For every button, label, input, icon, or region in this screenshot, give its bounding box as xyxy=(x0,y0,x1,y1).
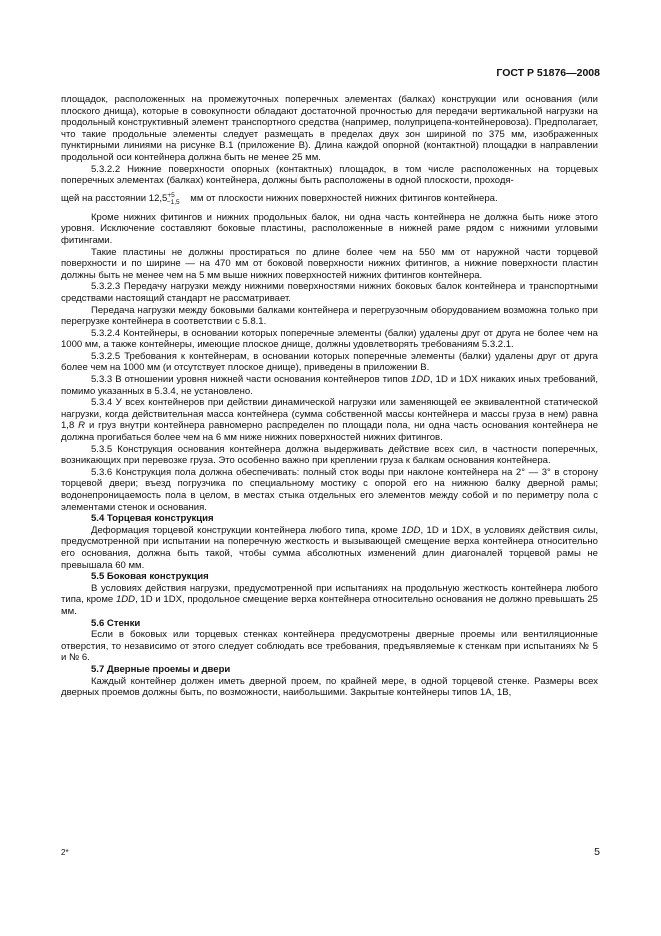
paragraph: 5.3.3 В отношении уровня нижней части основания контейнеров типов 1DD, 1D и 1DX никаких иных требований, помимо указанных в 5.3.4, не установлено. xyxy=(61,374,599,397)
paragraph: 5.3.2.4 Контейнеры, в основании которых поперечные элементы (балки) удалены друг от друга не более чем на 1000 мм, а также контейнеры, имеющие плоское днище, должны удовлетворять требованиям 5.3.2.1. xyxy=(61,327,598,351)
paragraph: Деформация торцевой конструкции контейнера любого типа, кроме 1DD, 1D и 1DX, в условиях действия силы, предусмотренной при испытании на поперечную жесткость и вызывающей смещение верха контейнера относительно его основания, должна быть такой, чтобы сумма абсолютных изменений длин диагоналей торцевой рамы не превышала 60 мм. xyxy=(61,524,599,571)
paragraph: 5.3.4 У всех контейнеров при действии динамической нагрузки или заменяющей ее эквивалентной статической нагрузки, когда действительная масса контейнера (сумма собственной массы контейнера и массы груза в нем) равна 1,8 R и груз внутри контейнера равномерно распределен по площади пола, ни одна часть основания контейнера не должна прогибаться более чем на 6 мм ниже нижних поверхностей нижних фитингов. xyxy=(61,397,599,444)
paragraph: 5.3.2.5 Требования к контейнерам, в основании которых поперечные элементы (балки) удалены друг от друга более чем на 1000 мм (и отсутствует плоское днище), приведены в приложении В. xyxy=(61,350,598,374)
text-fragment: мм от плоскости нижних поверхностей нижних фитингов контейнера. xyxy=(190,192,498,204)
rating-symbol: R xyxy=(78,420,86,432)
section-heading: 5.5 Боковая конструкция xyxy=(91,571,209,583)
sheet-mark: 2* xyxy=(61,848,69,857)
paragraph: Такие пластины не должны простираться по длине более чем на 550 мм от наружной части торцевой поверхности и по ширине — на 470 мм от боковой поверхности нижних фитингов, а нижние поверхности пластин должны быть не менее чем на 5 мм выше нижних поверхностей нижних фитингов контейнера. xyxy=(61,246,598,281)
tolerance-upper: +5 xyxy=(167,191,175,199)
container-type: 1DD xyxy=(115,594,136,606)
paragraph: Передача нагрузки между боковыми балками контейнера и перегрузочным оборудованием возможна только при перегрузке контейнера в соответствии с 5.8.1. xyxy=(61,304,598,328)
tolerance-value: $12,5^{+5}_{-1,5}$ xyxy=(148,191,180,206)
document-body xyxy=(61,94,598,699)
paragraph: 5.3.5 Конструкция основания контейнера должна выдерживать действие всех сил, в частности поперечных, возникающих при перевозке груза. Это особенно важно при креплении груза к балкам основания контейнера. xyxy=(61,443,598,467)
page-number: 5 xyxy=(594,846,600,858)
paragraph: Если в боковых или торцевых стенках контейнера предусмотрены дверные проемы или вентиляционные отверстия, то независимо от этого следует соблюдать все требования, предъявляемые к стенкам при испытаниях № 5 и № 6. xyxy=(61,629,598,664)
container-type: 1DD xyxy=(410,374,430,386)
paragraph: В условиях действия нагрузки, предусмотренной при испытаниях на продольную жесткость контейнера любого типа, кроме 1DD, 1D и 1DX, продольное смещение верха контейнера относительно основания не должно превышать 25 мм. xyxy=(61,582,598,617)
paragraph: Каждый контейнер должен иметь дверной проем, по крайней мере, в одной торцевой стенке. Размеры всех дверных проемов должны быть, по возможности, наибольшими. Закрытые контейнеры типов 1А, 1В, xyxy=(61,675,598,699)
paragraph: Кроме нижних фитингов и нижних продольных балок, ни одна часть контейнера не должна быть ниже этого уровня. Исключение составляют боковые пластины, расположенные в нижней раме рядом с нижними угловыми фитингами. xyxy=(61,211,598,246)
paragraph: площадок, расположенных на промежуточных поперечных элементах (балках) конструкции или основания (или плоского днища), которые в совокупности обладают достаточной прочностью для передачи вертикальной нагрузки на продольный конструктивный элемент транспортного средства (например, полуприцепа-контейнеровоза). Предполагает, что такие продольные элементы следует размещать в пределах двух зон шириной по 375 мм, изображенных пунктирными линиями на рисунке В.1 (приложение В). Длина каждой опорной (контактной) площадки в направлении продольной оси контейнера должна быть не менее 25 мм. xyxy=(61,94,598,163)
tolerance-lower: −1,5 xyxy=(166,198,180,206)
paragraph: 5.3.2.3 Передачу нагрузки между нижними поверхностями нижних боковых балок контейнера и транспортными средствами настоящий стандарт не рассматривает. xyxy=(61,281,598,304)
section-heading: 5.7 Дверные проемы и двери xyxy=(91,663,231,675)
text-fragment: щей на расстоянии xyxy=(61,192,147,204)
section-heading: 5.6 Стенки xyxy=(91,617,141,629)
paragraph: 5.3.6 Конструкция пола должна обеспечивать: полный сток воды при наклоне контейнера на 2° — 3° в сторону торцевой двери; въезд погрузчика по специальному мостику с опорой его на нижнюю балку дверной рамы; водонепроницаемость пола в целом, в местах стыка отдельных его элементов между собой и по периметру пола с элементами стенок и основания. xyxy=(61,466,598,513)
paragraph: 5.3.2.2 Нижние поверхности опорных (контактных) площадок, в том числе расположенных на торцевых поперечных элементах (балках) контейнера, должны быть расположены в одной плоскости, проходя- xyxy=(61,163,598,187)
section-heading: 5.4 Торцевая конструкция xyxy=(91,513,214,525)
document-code: ГОСТ Р 51876—2008 xyxy=(496,67,600,79)
container-type: 1DD xyxy=(401,524,421,536)
paragraph-with-tolerance xyxy=(61,191,598,208)
